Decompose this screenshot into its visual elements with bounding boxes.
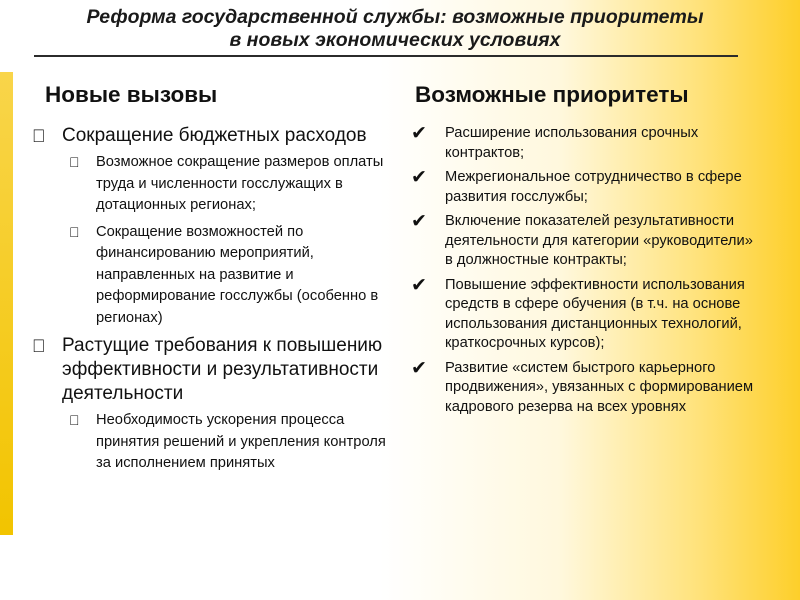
priority-item — [411, 168, 761, 207]
challenges-list — [32, 124, 387, 480]
checkmark-icon: ✔ — [411, 123, 427, 144]
challenge-text: Растущие требования к повышению эффективности и результативности деятельности — [62, 335, 383, 404]
challenge-item-efficiency — [32, 334, 387, 475]
square-bullet-icon — [69, 152, 80, 174]
square-bullet-icon — [32, 124, 46, 148]
challenge-item-budget-cuts — [32, 124, 387, 329]
sub-list — [62, 410, 387, 475]
checkmark-icon: ✔ — [411, 167, 427, 188]
title-line-1: Реформа государственной службы: возможные приоритеты — [86, 6, 704, 28]
sub-item — [62, 410, 387, 475]
heading-priorities: Возможные приоритеты — [415, 82, 689, 107]
priority-text: Включение показателей результативности деятельности для категории «руководители» в должностные контракты; — [445, 213, 753, 268]
square-bullet-icon — [32, 334, 46, 358]
square-bullet-icon — [69, 222, 80, 244]
square-bullet-icon — [69, 410, 80, 432]
sub-item — [62, 152, 387, 217]
priority-item — [411, 276, 761, 354]
priority-item — [411, 359, 761, 418]
left-accent-bar — [0, 72, 13, 535]
sub-item-text: Необходимость ускорения процесса принятия решений и укрепления контроля за исполнением принятых — [96, 412, 386, 471]
slide-title — [30, 6, 760, 52]
priority-item — [411, 212, 761, 271]
priority-text: Развитие «систем быстрого карьерного продвижения», увязанных с формированием кадрового резерва на всех уровнях — [445, 359, 754, 415]
sub-item-text: Сокращение возможностей по финансированию мероприятий, направленных на развитие и реформирование госслужбы (особенно в регионах) — [96, 223, 379, 326]
sub-item — [62, 222, 387, 330]
priority-text: Межрегиональное сотрудничество в сфере развития госслужбы; — [445, 169, 742, 205]
priority-text: Расширение использования срочных контрактов; — [445, 125, 699, 161]
checkmark-icon: ✔ — [411, 211, 427, 232]
title-line-2: в новых экономических условиях — [229, 29, 561, 51]
priority-item — [411, 124, 761, 163]
priority-text: Повышение эффективности использования средств в сфере обучения (в т.ч. на основе использования дистанционных технологий, краткосрочных курсов); — [445, 276, 745, 351]
sub-item-text: Возможное сокращение размеров оплаты труда и численности госслужащих в дотационных регионах; — [96, 154, 384, 213]
title-underline — [34, 55, 738, 57]
checkmark-icon: ✔ — [411, 357, 427, 379]
checkmark-icon: ✔ — [411, 274, 427, 296]
sub-list — [62, 152, 387, 329]
priorities-list — [411, 124, 761, 422]
heading-new-challenges: Новые вызовы — [45, 82, 218, 107]
challenge-text: Сокращение бюджетных расходов — [62, 125, 367, 146]
